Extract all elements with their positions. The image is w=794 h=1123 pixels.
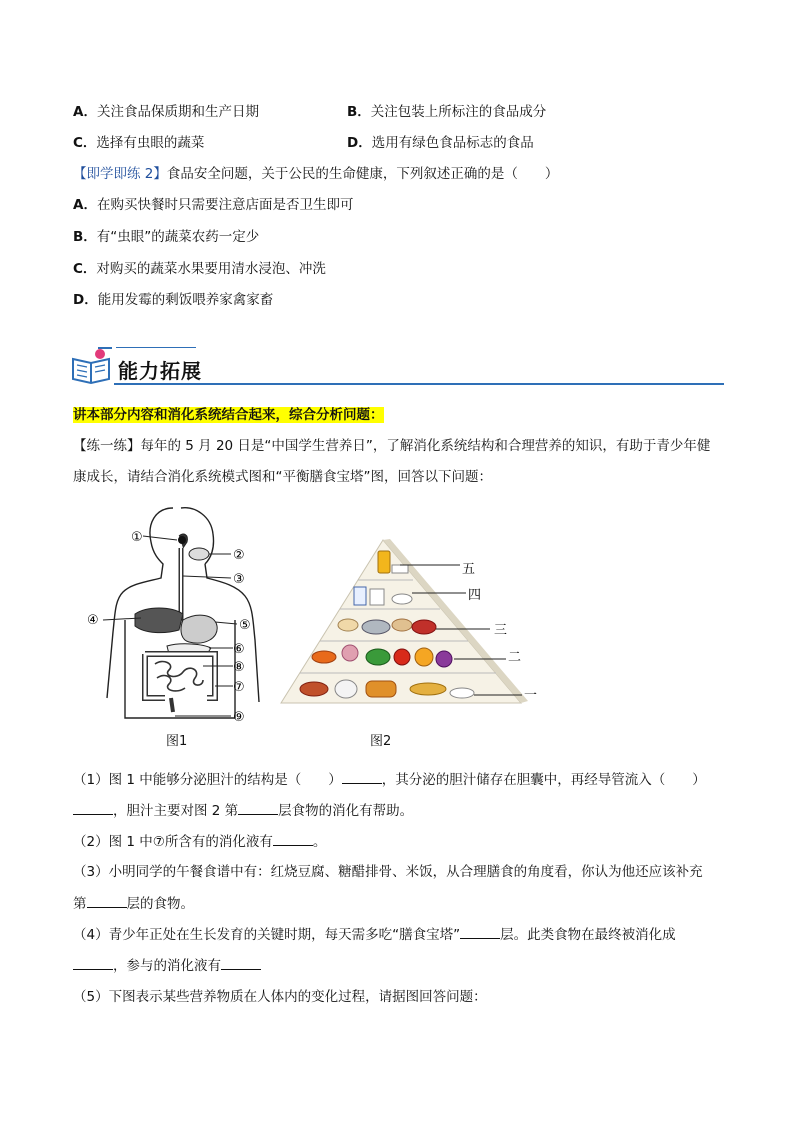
marker-6: ⑥	[233, 642, 245, 657]
practice2-option-d: D．能用发霉的剩饭喂养家禽家畜	[73, 292, 274, 308]
marker-2: ②	[233, 548, 245, 563]
answer-blank[interactable]	[273, 831, 313, 846]
figure2-caption: 图2	[370, 734, 392, 749]
answer-blank[interactable]	[73, 800, 113, 815]
question-1-line2: ，胆汁主要对图 2 第 层食物的消化有帮助。	[73, 800, 413, 821]
answer-blank[interactable]	[460, 924, 500, 939]
answer-blank[interactable]	[87, 893, 127, 908]
layer-label-5: 五	[462, 562, 476, 577]
header-accent-line	[116, 347, 196, 348]
question-3-line1: （3）小明同学的午餐食谱中有：红烧豆腐、糖醋排骨、米饭，从合理膳食的角度看，你认为他还应该补充	[73, 864, 703, 880]
marker-7: ⑦	[233, 680, 245, 695]
exercise-line1: 【练一练】每年的 5 月 20 日是“中国学生营养日”，了解消化系统结构和合理营养的知识，有助于青少年健	[73, 438, 711, 454]
practice2-option-a: A．在购买快餐时只需要注意店面是否卫生即可	[73, 197, 354, 213]
option-a: A．关注食品保质期和生产日期	[73, 104, 259, 120]
question-4-line2: ，参与的消化液有	[73, 955, 261, 976]
marker-3: ③	[233, 572, 245, 587]
highlight-instruction: 讲本部分内容和消化系统结合起来，综合分析问题：	[73, 407, 384, 423]
answer-blank[interactable]	[73, 955, 113, 970]
section-divider	[114, 383, 724, 385]
question-3-line2: 第 层的食物。	[73, 893, 194, 914]
option-b: B．关注包装上所标注的食品成分	[347, 104, 547, 120]
practice2-stem: 【即学即练 2】食品安全问题，关于公民的生命健康，下列叙述正确的是（ ）	[73, 166, 559, 182]
option-c: C．选择有虫眼的蔬菜	[73, 135, 205, 151]
section-header	[70, 345, 724, 387]
option-d: D．选用有绿色食品标志的食品	[347, 135, 534, 151]
digestive-system-figure	[85, 502, 265, 724]
figure1-caption: 图1	[166, 734, 188, 749]
exercise-line2: 康成长，请结合消化系统模式图和“平衡膳食宝塔”图，回答以下问题：	[73, 469, 492, 485]
open-book-icon	[70, 345, 112, 385]
marker-4: ④	[87, 613, 99, 628]
answer-blank[interactable]	[221, 955, 261, 970]
question-1-line1: （1）图 1 中能够分泌胆汁的结构是（ ） ，其分泌的胆汁储存在胆囊中，再经导管流入（ ）	[73, 769, 706, 790]
layer-label-4: 四	[468, 588, 482, 603]
answer-blank[interactable]	[238, 800, 278, 815]
answer-blank[interactable]	[342, 769, 382, 784]
layer-label-1: 一	[524, 688, 538, 703]
question-4-line1: （4）青少年正处在生长发育的关键时期，每天需多吃“膳食宝塔” 层。此类食物在最终被消化成	[73, 924, 676, 945]
layer-label-3: 三	[494, 623, 508, 638]
practice2-option-b: B．有“虫眼”的蔬菜农药一定少	[73, 229, 260, 245]
marker-5: ⑤	[239, 618, 251, 633]
marker-9: ⑨	[233, 710, 245, 724]
marker-1: ①	[131, 530, 143, 545]
question-2: （2）图 1 中⑦所含有的消化液有 。	[73, 831, 326, 852]
question-5: （5）下图表示某些营养物质在人体内的变化过程，请据图回答问题：	[73, 989, 487, 1005]
section-title: 能力拓展	[118, 359, 202, 383]
marker-8: ⑧	[233, 660, 245, 675]
practice2-option-c: C．对购买的蔬菜水果要用清水浸泡、冲洗	[73, 261, 326, 277]
layer-label-2: 二	[508, 650, 522, 665]
food-pyramid-figure	[278, 535, 548, 710]
